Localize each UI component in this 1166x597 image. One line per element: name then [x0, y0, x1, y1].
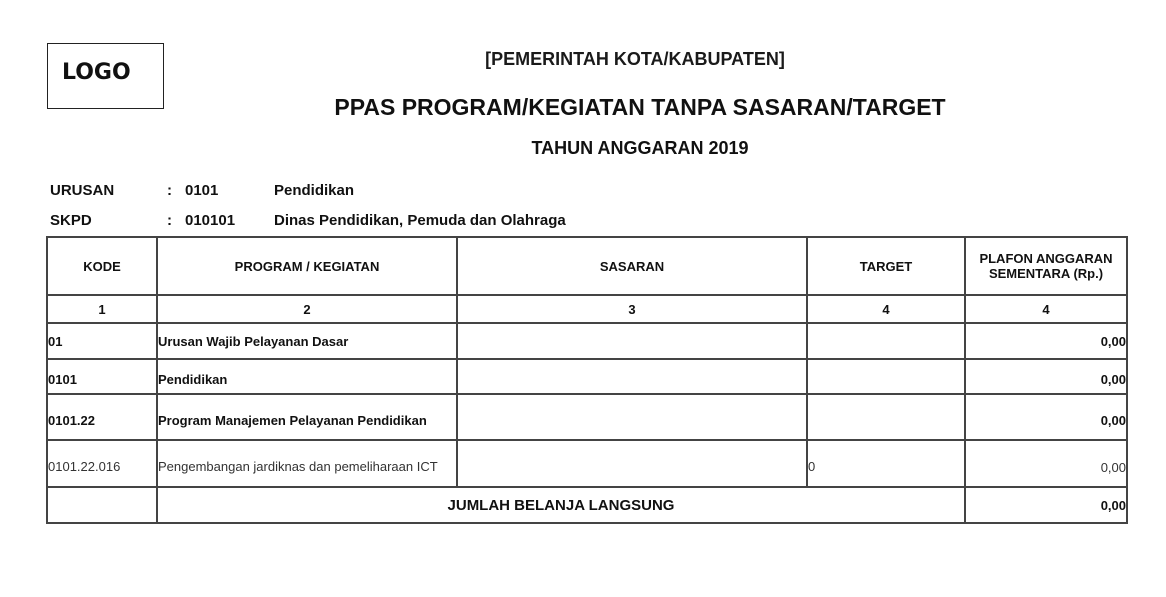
cell-kode: 0101.22: [47, 394, 157, 440]
column-number-row: [47, 295, 1127, 323]
cell-sasaran: [457, 440, 807, 487]
ppas-table: [46, 236, 1128, 524]
cell-kode: 0101: [47, 359, 157, 394]
column-header-sasaran: SASARAN: [457, 237, 807, 295]
table-header-row: [47, 237, 1127, 295]
skpd-label: SKPD: [50, 212, 92, 229]
cell-sasaran: [457, 394, 807, 440]
cell-target: [807, 323, 965, 359]
table-row: [47, 323, 1127, 359]
cell-program: Program Manajemen Pelayanan Pendidikan: [157, 394, 457, 440]
cell-plafon: 0,00: [965, 394, 1127, 440]
column-number: 2: [157, 295, 457, 323]
document-title: PPAS PROGRAM/KEGIATAN TANPA SASARAN/TARGET: [334, 94, 946, 120]
cell-program: Urusan Wajib Pelayanan Dasar: [157, 323, 457, 359]
skpd-colon: :: [167, 212, 172, 229]
cell-target: 0: [807, 440, 965, 487]
column-header-target: TARGET: [807, 237, 965, 295]
urusan-code: 0101: [185, 182, 219, 199]
cell-kode: 0101.22.016: [47, 440, 157, 487]
table-row: [47, 440, 1127, 487]
cell-sasaran: [457, 323, 807, 359]
cell-program: Pendidikan: [157, 359, 457, 394]
skpd-name: Dinas Pendidikan, Pemuda dan Olahraga: [274, 212, 566, 229]
table-row: [47, 394, 1127, 440]
total-plafon: 0,00: [965, 487, 1127, 523]
column-number: 4: [807, 295, 965, 323]
logo-text: LOGO: [62, 60, 131, 85]
cell-plafon: 0,00: [965, 440, 1127, 487]
urusan-name: Pendidikan: [274, 182, 355, 199]
total-label: JUMLAH BELANJA LANGSUNG: [157, 487, 965, 523]
cell-target: [807, 394, 965, 440]
cell-target: [807, 359, 965, 394]
skpd-code: 010101: [185, 212, 236, 229]
column-header-kode: KODE: [47, 237, 157, 295]
urusan-colon: :: [167, 182, 172, 199]
fiscal-year: TAHUN ANGGARAN 2019: [531, 138, 749, 158]
logo-placeholder: [47, 43, 164, 109]
government-name: [PEMERINTAH KOTA/KABUPATEN]: [485, 49, 785, 69]
table-row: [47, 359, 1127, 394]
column-header-program: PROGRAM / KEGIATAN: [157, 237, 457, 295]
cell-sasaran: [457, 359, 807, 394]
cell-kode: 01: [47, 323, 157, 359]
column-number: 1: [47, 295, 157, 323]
column-header-plafon: PLAFON ANGGARAN SEMENTARA (Rp.): [965, 237, 1127, 295]
cell-plafon: 0,00: [965, 359, 1127, 394]
column-number: 3: [457, 295, 807, 323]
column-number: 4: [965, 295, 1127, 323]
cell-program: Pengembangan jardiknas dan pemeliharaan ICT: [157, 440, 457, 487]
cell-empty: [47, 487, 157, 523]
urusan-label: URUSAN: [50, 182, 115, 199]
total-row: [47, 487, 1127, 523]
cell-plafon: 0,00: [965, 323, 1127, 359]
